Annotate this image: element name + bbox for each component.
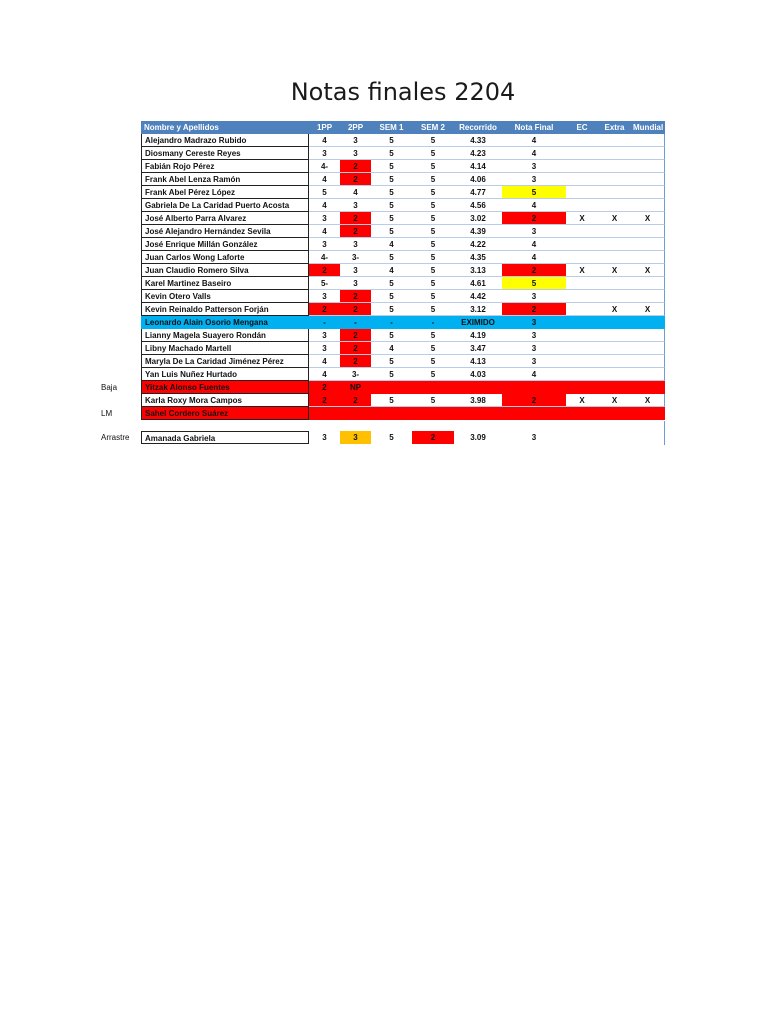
mark-ec (566, 160, 598, 173)
mark-mundial (631, 147, 665, 160)
student-name: Yan Luis Nuñez Hurtado (141, 368, 309, 381)
grade-sem2: 5 (412, 303, 454, 316)
grade-sem1: 5 (371, 199, 412, 212)
grade-2pp: 2 (340, 394, 371, 407)
table-row (0, 225, 768, 238)
student-name: José Alberto Parra Alvarez (141, 212, 309, 225)
grade-sem2: 5 (412, 290, 454, 303)
mark-mundial (631, 225, 665, 238)
grade-1pp: 3 (309, 147, 340, 160)
grade-nota-final: 3 (502, 160, 566, 173)
header-ec: EC (566, 121, 598, 134)
grade-recorrido: 3.47 (454, 342, 502, 355)
grade-2pp: 3 (340, 431, 371, 444)
grade-nota-final: 5 (502, 186, 566, 199)
table-row (0, 238, 768, 251)
mark-ec (566, 316, 598, 329)
mark-ec (566, 303, 598, 316)
mark-extra (598, 199, 631, 212)
mark-mundial (631, 290, 665, 303)
grade-sem2: 5 (412, 394, 454, 407)
table-row-arrastre (0, 431, 768, 444)
header-recorrido: Recorrido (454, 121, 502, 134)
mark-extra (598, 173, 631, 186)
mark-mundial (631, 342, 665, 355)
table-row (0, 368, 768, 381)
table-row (0, 329, 768, 342)
mark-extra: X (598, 394, 631, 407)
grade-sem1: 5 (371, 394, 412, 407)
grade-1pp: - (309, 316, 340, 329)
grade-nota-final: 2 (502, 212, 566, 225)
header-sem2: SEM 2 (412, 121, 454, 134)
grade-1pp: 2 (322, 383, 327, 392)
grade-1pp: 4 (309, 173, 340, 186)
grade-sem2: 5 (412, 186, 454, 199)
grade-2pp: 2 (340, 160, 371, 173)
grade-sem2: 5 (412, 342, 454, 355)
grade-recorrido: 4.23 (454, 147, 502, 160)
grade-sem1: 4 (371, 342, 412, 355)
mark-extra (598, 134, 631, 147)
mark-ec (566, 277, 598, 290)
sheet-title: Notas finales 2204 (290, 78, 516, 106)
grade-nota-final: 3 (502, 355, 566, 368)
table-row (0, 147, 768, 160)
grade-recorrido: 3.98 (454, 394, 502, 407)
header-extra: Extra (598, 121, 631, 134)
row-label-lm: LM (101, 409, 113, 418)
grade-2pp: 3- (340, 251, 371, 264)
header-nota-final: Nota Final (502, 121, 566, 134)
student-name: Juan Carlos Wong Laforte (141, 251, 309, 264)
grade-sem2: 5 (412, 355, 454, 368)
mark-mundial: X (631, 212, 665, 225)
mark-ec (566, 186, 598, 199)
grade-1pp: 2 (309, 303, 340, 316)
grade-nota-final: 2 (502, 264, 566, 277)
mark-extra (598, 290, 631, 303)
header-1pp: 1PP (309, 121, 340, 134)
student-name: Kevin Otero Valls (141, 290, 309, 303)
grade-sem1: 5 (371, 290, 412, 303)
grade-sem1: 5 (371, 134, 412, 147)
grade-2pp: 3 (340, 238, 371, 251)
grade-2pp: 3 (340, 199, 371, 212)
table-row (0, 303, 768, 316)
mark-extra (598, 238, 631, 251)
grade-2pp: 3 (340, 134, 371, 147)
grade-recorrido: EXIMIDO (454, 316, 502, 329)
table-row (0, 251, 768, 264)
table-row (0, 342, 768, 355)
mark-ec: X (566, 394, 598, 407)
mark-ec (566, 238, 598, 251)
header-2pp: 2PP (340, 121, 371, 134)
grade-nota-final: 4 (502, 251, 566, 264)
grade-recorrido: 3.09 (470, 433, 486, 442)
grade-sem2: 2 (412, 431, 454, 444)
grade-sem1: 5 (371, 277, 412, 290)
grade-sem1: 5 (371, 303, 412, 316)
grade-1pp: 3 (309, 238, 340, 251)
grade-nota-final: 3 (531, 433, 537, 442)
mark-mundial: X (631, 264, 665, 277)
grade-2pp: 3- (340, 368, 371, 381)
grade-recorrido: 4.77 (454, 186, 502, 199)
mark-ec (566, 173, 598, 186)
grade-sem2: 5 (412, 264, 454, 277)
student-name: Fabián Rojo Pérez (141, 160, 309, 173)
grade-sem2: 5 (412, 277, 454, 290)
mark-mundial (631, 199, 665, 212)
student-name: Libny Machado Martell (141, 342, 309, 355)
table-header-row (0, 121, 768, 134)
student-name: José Alejandro Hernández Sevila (141, 225, 309, 238)
grade-sem2: 5 (412, 173, 454, 186)
table-row-lm (0, 407, 768, 420)
grade-1pp: 3 (322, 433, 327, 442)
grade-1pp: 5- (309, 277, 340, 290)
grade-1pp: 4- (309, 160, 340, 173)
grade-1pp: 2 (309, 264, 340, 277)
grade-sem2: 5 (412, 199, 454, 212)
grade-nota-final: 4 (502, 147, 566, 160)
grade-sem1: - (371, 316, 412, 329)
grade-sem1: 5 (371, 160, 412, 173)
mark-extra: X (598, 212, 631, 225)
mark-ec (566, 329, 598, 342)
grade-nota-final: 4 (502, 134, 566, 147)
grade-sem1: 4 (371, 264, 412, 277)
grade-2pp: 3 (340, 147, 371, 160)
table-row (0, 264, 768, 277)
grade-1pp: 4 (309, 134, 340, 147)
grade-1pp: 2 (309, 394, 340, 407)
mark-mundial (631, 277, 665, 290)
mark-extra (598, 355, 631, 368)
student-name: José Enrique Millán González (141, 238, 309, 251)
grade-sem2: - (412, 316, 454, 329)
mark-extra (598, 186, 631, 199)
student-name: Karla Roxy Mora Campos (141, 394, 309, 407)
mark-ec (566, 355, 598, 368)
grade-recorrido: 4.61 (454, 277, 502, 290)
grade-sem2: 5 (412, 329, 454, 342)
grade-sem1: 5 (371, 355, 412, 368)
table-row (0, 277, 768, 290)
table-border-line (664, 421, 665, 445)
mark-extra (598, 147, 631, 160)
mark-extra (598, 316, 631, 329)
grade-nota-final: 2 (502, 303, 566, 316)
mark-extra (598, 225, 631, 238)
table-row-baja (0, 381, 768, 394)
grade-nota-final: 4 (502, 368, 566, 381)
grade-sem2: 5 (412, 368, 454, 381)
header-name: Nombre y Apellidos (141, 121, 309, 134)
table-row (0, 173, 768, 186)
mark-ec (566, 368, 598, 381)
grade-2pp: 2 (340, 342, 371, 355)
grade-recorrido: 4.33 (454, 134, 502, 147)
grade-recorrido: 4.56 (454, 199, 502, 212)
grade-nota-final: 4 (502, 199, 566, 212)
grade-1pp: 4- (309, 251, 340, 264)
grade-sem2: 5 (412, 225, 454, 238)
mark-mundial (631, 186, 665, 199)
grade-sem2: 5 (412, 134, 454, 147)
mark-mundial (631, 316, 665, 329)
grade-nota-final: 3 (502, 316, 566, 329)
grade-sem2: 5 (412, 147, 454, 160)
grade-sem1: 5 (371, 186, 412, 199)
grade-recorrido: 4.03 (454, 368, 502, 381)
mark-mundial: X (631, 303, 665, 316)
student-name: Sahel Cordero Suárez (141, 407, 309, 420)
grade-1pp: 3 (309, 290, 340, 303)
student-name: Frank Abel Lenza Ramón (141, 173, 309, 186)
mark-ec: X (566, 264, 598, 277)
grade-sem1: 5 (371, 225, 412, 238)
table-row (0, 160, 768, 173)
mark-extra (598, 368, 631, 381)
grade-2pp: 2 (340, 173, 371, 186)
mark-extra: X (598, 303, 631, 316)
row-label-baja: Baja (101, 383, 118, 392)
grade-nota-final: 2 (502, 394, 566, 407)
mark-mundial (631, 329, 665, 342)
table-row (0, 290, 768, 303)
table-row-exempt (0, 316, 768, 329)
grade-2pp: - (340, 316, 371, 329)
mark-mundial: X (631, 394, 665, 407)
mark-mundial (631, 355, 665, 368)
grade-2pp: 2 (340, 355, 371, 368)
grade-sem1: 5 (371, 212, 412, 225)
student-name: Frank Abel Pérez López (141, 186, 309, 199)
grade-sem1: 4 (371, 238, 412, 251)
grade-sem1: 5 (371, 329, 412, 342)
grade-1pp: 4 (309, 225, 340, 238)
grade-nota-final: 3 (502, 290, 566, 303)
grade-nota-final: 3 (502, 225, 566, 238)
table-row (0, 394, 768, 407)
student-name: Diosmany Cereste Reyes (141, 147, 309, 160)
mark-extra (598, 277, 631, 290)
grade-recorrido: 3.02 (454, 212, 502, 225)
mark-mundial (631, 368, 665, 381)
student-name: Lianny Magela Suayero Rondán (141, 329, 309, 342)
grade-sem2: 5 (412, 238, 454, 251)
lm-highlight (309, 407, 665, 420)
grade-recorrido: 4.22 (454, 238, 502, 251)
student-name: Yitzak Alonso Fuentes (141, 381, 309, 394)
grade-2pp: 4 (340, 186, 371, 199)
grade-nota-final: 5 (502, 277, 566, 290)
grade-2pp: 2 (340, 290, 371, 303)
row-label-arrastre: Arrastre (101, 433, 130, 442)
mark-mundial (631, 251, 665, 264)
mark-mundial (631, 238, 665, 251)
grade-recorrido: 4.14 (454, 160, 502, 173)
grade-nota-final: 3 (502, 342, 566, 355)
grade-recorrido: 4.42 (454, 290, 502, 303)
grade-1pp: 3 (309, 329, 340, 342)
grade-recorrido: 3.12 (454, 303, 502, 316)
student-name: Gabriela De La Caridad Puerto Acosta (141, 199, 309, 212)
mark-ec (566, 199, 598, 212)
grade-recorrido: 4.39 (454, 225, 502, 238)
grade-2pp: 2 (340, 225, 371, 238)
grade-recorrido: 4.35 (454, 251, 502, 264)
student-name: Kevin Reinaldo Patterson Forján (141, 303, 309, 316)
student-name: Juan Claudio Romero Silva (141, 264, 309, 277)
mark-mundial (631, 173, 665, 186)
grade-recorrido: 4.06 (454, 173, 502, 186)
grade-sem1: 5 (371, 368, 412, 381)
mark-ec (566, 290, 598, 303)
grade-sem1: 5 (389, 433, 394, 442)
mark-extra (598, 160, 631, 173)
grade-2pp: 2 (340, 303, 371, 316)
mark-extra: X (598, 264, 631, 277)
grade-2pp: NP (349, 383, 362, 392)
grade-sem2: 5 (412, 251, 454, 264)
mark-extra (598, 251, 631, 264)
grade-1pp: 3 (309, 342, 340, 355)
grade-nota-final: 4 (502, 238, 566, 251)
grade-2pp: 3 (340, 264, 371, 277)
grade-sem1: 5 (371, 147, 412, 160)
student-name: Leonardo Alain Osorio Mengana (141, 316, 309, 329)
grade-nota-final: 3 (502, 329, 566, 342)
grade-recorrido: 4.19 (454, 329, 502, 342)
mark-ec (566, 251, 598, 264)
table-row (0, 355, 768, 368)
student-name: Alejandro Madrazo Rubido (141, 134, 309, 147)
grade-1pp: 4 (309, 199, 340, 212)
grade-2pp: 2 (340, 212, 371, 225)
grade-sem2: 5 (412, 160, 454, 173)
table-row (0, 212, 768, 225)
grade-1pp: 4 (309, 368, 340, 381)
mark-ec (566, 225, 598, 238)
grade-recorrido: 3.13 (454, 264, 502, 277)
grade-nota-final: 3 (502, 173, 566, 186)
grade-sem2: 5 (412, 212, 454, 225)
grade-1pp: 5 (309, 186, 340, 199)
grade-sem1: 5 (371, 251, 412, 264)
student-name: Karel Martinez Baseiro (141, 277, 309, 290)
grade-2pp: 3 (340, 277, 371, 290)
mark-extra (598, 342, 631, 355)
mark-ec (566, 134, 598, 147)
table-row (0, 199, 768, 212)
grade-recorrido: 4.13 (454, 355, 502, 368)
mark-mundial (631, 134, 665, 147)
grade-sem1: 5 (371, 173, 412, 186)
header-mundial: Mundial (633, 123, 664, 132)
table-row (0, 134, 768, 147)
header-sem1: SEM 1 (371, 121, 412, 134)
grade-1pp: 4 (309, 355, 340, 368)
student-name: Maryla De La Caridad Jiménez Pérez (141, 355, 309, 368)
mark-mundial (631, 160, 665, 173)
mark-ec (566, 342, 598, 355)
mark-ec: X (566, 212, 598, 225)
grade-2pp: 2 (340, 329, 371, 342)
mark-ec (566, 147, 598, 160)
grade-1pp: 3 (309, 212, 340, 225)
table-row (0, 186, 768, 199)
student-name: Amanada Gabriela (141, 431, 309, 444)
mark-extra (598, 329, 631, 342)
